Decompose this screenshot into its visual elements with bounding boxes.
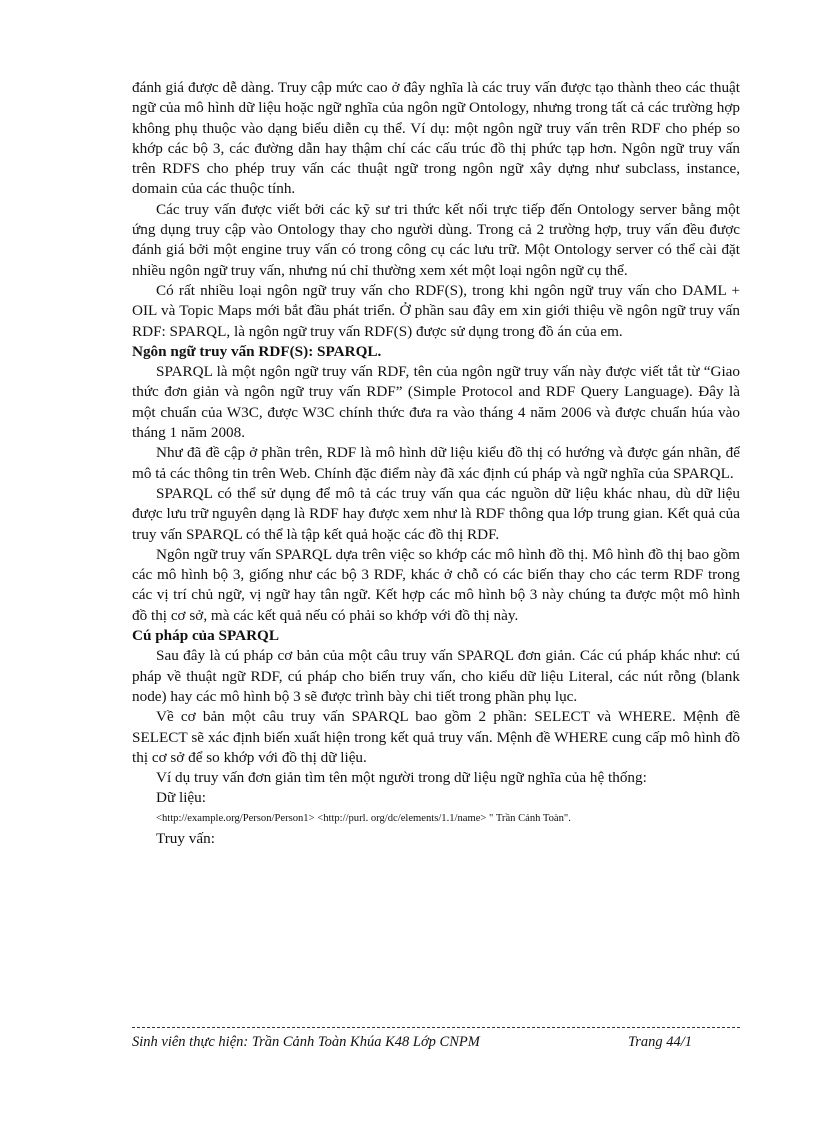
paragraph-5: Như đã đề cập ở phần trên, RDF là mô hình dữ liệu kiểu đồ thị có hướng và được gán nhãn, để mô tả các thông tin trên Web. Chính đặc điểm này đã xác định cú pháp và ngữ nghĩa của SPARQL.: [132, 444, 740, 482]
paragraph-6: SPARQL có thể sử dụng để mô tả các truy vấn qua các nguồn dữ liệu khác nhau, dù dữ liệu được lưu trữ nguyên dạng là RDF hay được xem như là RDF thông qua lớp trung gian. Kết quả của truy vấn SPARQL có thể là tập kết quả hoặc các đồ thị RDF.: [132, 484, 740, 543]
paragraph-1: đánh giá được dễ dàng. Truy cập mức cao ở đây nghĩa là các truy vấn được tạo thành theo các thuật ngữ của mô hình dữ liệu hoặc ngữ nghĩa của ngôn ngữ Ontology, nhưng trong tất cả các trường hợp không phụ thuộc vào dạng biểu diễn cụ thể. Ví dụ: một ngôn ngữ truy vấn trên RDF cho phép so khớp các bộ 3, các đường dẫn hay thậm chí các cấu trúc đồ thị phức tạp hơn. Ngôn ngữ truy vấn trên RDFS cho phép truy vấn các thuật ngữ trong ngôn ngữ xây dựng như subclass, instance, domain của các thuộc tính.: [132, 79, 740, 198]
data-label: Dữ liệu:: [156, 789, 206, 807]
paragraph-4: SPARQL là một ngôn ngữ truy vấn RDF, tên của ngôn ngữ truy vấn này được viết tắt từ “Giao thức đơn giản và ngôn ngữ truy vấn RDF” (Simple Protocol and RDF Query Language). Đây là một chuẩn của W3C, được W3C chính thức đưa ra vào tháng 4 năm 2006 và được chuẩn húa vào tháng 1 năm 2008.: [132, 363, 740, 442]
paragraph-2: Các truy vấn được viết bởi các kỹ sư tri thức kết nối trực tiếp đến Ontology server bằng một ứng dụng truy cập vào Ontology thay cho người dùng. Trong cả 2 trường hợp, truy vấn đều được đánh giá bởi một engine truy vấn có trong công cụ các lưu trữ. Một Ontology server có thể cài đặt nhiều ngôn ngữ truy vấn, nhưng nú chỉ thường xem xét một loại ngôn ngữ cụ thể.: [132, 200, 740, 279]
paragraph-7: Ngôn ngữ truy vấn SPARQL dựa trên việc so khớp các mô hình đồ thị. Mô hình đồ thị bao gồm các mô hình bộ 3, giống như các bộ 3 RDF, khác ở chỗ có các biến thay cho các term RDF trong các vị trí chủ ngữ, vị ngữ hay tân ngữ. Kết hợp các mô hình bộ 3 này chúng ta được một mô hình đồ thị cơ sở, mà các kết quả nếu có phải so khớp với đồ thị này.: [132, 545, 740, 624]
document-body: [132, 78, 740, 849]
paragraph-10: Ví dụ truy vấn đơn giản tìm tên một người trong dữ liệu ngữ nghĩa của hệ thống:: [156, 769, 647, 787]
paragraph-8: Sau đây là cú pháp cơ bản của một câu truy vấn SPARQL đơn giản. Các cú pháp khác như: cú pháp về thuật ngữ RDF, cú pháp cho biến truy vấn, cho kiểu dữ liệu Literal, các nút rỗng (blank node) hay các mô hình bộ 3 sẽ được trình bày chi tiết trong phần phụ lục.: [132, 647, 740, 705]
section-heading-syntax: Cú pháp của SPARQL: [132, 627, 279, 645]
section-heading-sparql: Ngôn ngữ truy vấn RDF(S): SPARQL.: [132, 342, 382, 360]
paragraph-9: Về cơ bản một câu truy vấn SPARQL bao gồm 2 phần: SELECT và WHERE. Mệnh đề SELECT sẽ xác định biến xuất hiện trong kết quả truy vấn. Mệnh đề WHERE cung cấp mô hình đồ thị cơ sở để so khớp với đồ thị dữ liệu.: [132, 708, 740, 766]
footer-divider: [132, 1027, 740, 1028]
query-label: Truy vấn:: [156, 829, 215, 847]
paragraph-3: Có rất nhiều loại ngôn ngữ truy vấn cho RDF(S), trong khi ngôn ngữ truy vấn cho DAML + OIL và Topic Maps mới bắt đầu phát triển. Ở phần sau đây em xin giới thiệu về ngôn ngữ truy vấn RDF: SPARQL, là ngôn ngữ truy vấn RDF(S) được sử dụng trong đồ án của em.: [132, 281, 740, 340]
footer-page-number: Trang 44/1: [628, 1034, 693, 1050]
rdf-triple-example: <http://example.org/Person/Person1> <http://purl. org/dc/elements/1.1/name> " Trần Cảnh Toàn".: [156, 812, 571, 824]
footer-author: Sinh viên thực hiện: Trần Cảnh Toàn Khúa K48 Lớp CNPM: [132, 1034, 480, 1050]
